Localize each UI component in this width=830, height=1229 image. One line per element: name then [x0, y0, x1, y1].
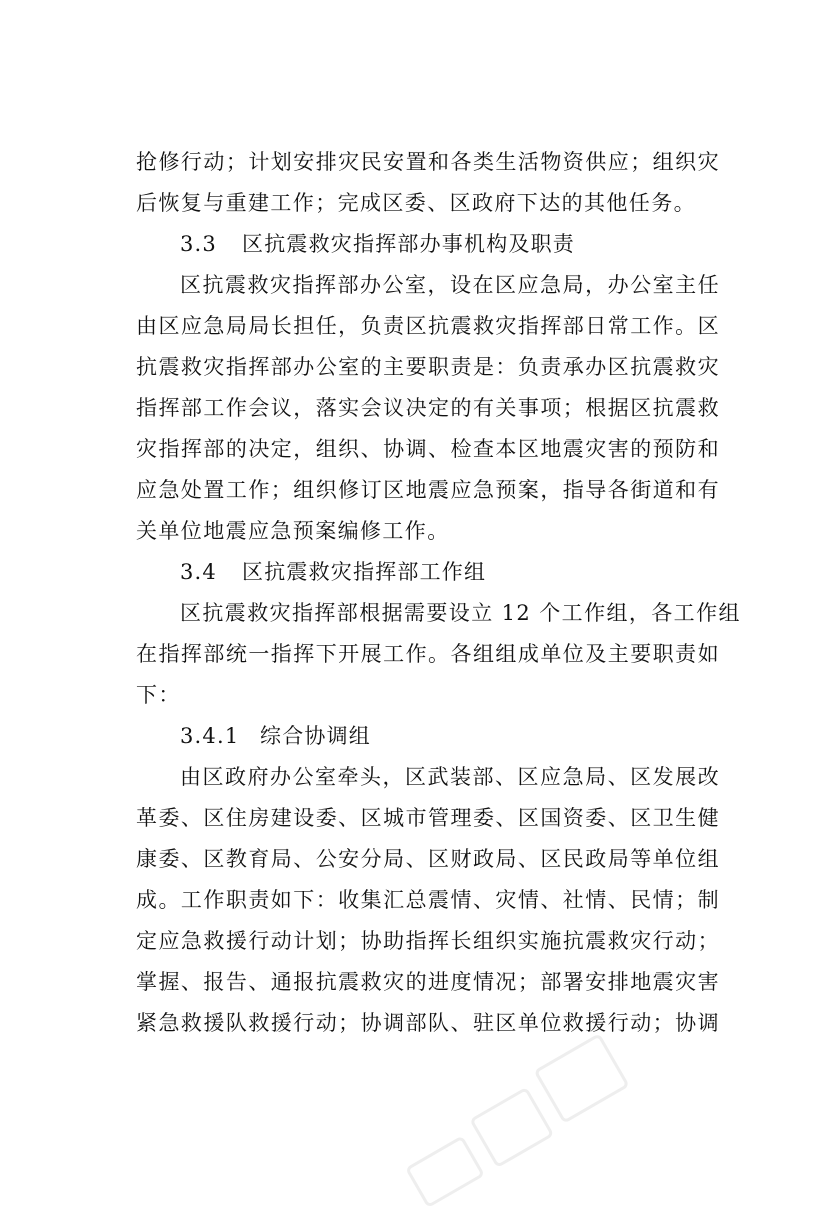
text-line: 应急处置工作；组织修订区地震应急预案，指导各街道和有 — [136, 478, 720, 502]
watermark-shape — [533, 1033, 629, 1124]
section-number: 3.4 — [180, 560, 217, 584]
section-heading-3-4-1 — [136, 716, 720, 757]
text-line: 康委、区教育局、公安分局、区财政局、区民政局等单位组 — [136, 847, 720, 871]
text-line: 指挥部工作会议，落实会议决定的有关事项；根据区抗震救 — [136, 396, 720, 420]
watermark-shape — [405, 1135, 485, 1208]
section-title: 综合协调组 — [260, 724, 371, 748]
text-line: 关单位地震应急预案编修工作。 — [136, 519, 450, 543]
text-line: 定应急救援行动计划；协助指挥长组织实施抗震救灾行动； — [136, 929, 720, 953]
text-line: 紧急救援队救援行动；协调部队、驻区单位救援行动；协调 — [136, 1011, 720, 1035]
section-number: 3.4.1 — [180, 724, 240, 748]
watermark — [395, 1021, 665, 1229]
text-line: 由区应急局局长担任，负责区抗震救灾指挥部日常工作。区 — [136, 314, 720, 338]
text-line: 抗震救灾指挥部办公室的主要职责是：负责承办区抗震救灾 — [136, 355, 720, 379]
text-line: 下： — [136, 683, 181, 707]
section-number: 3.3 — [180, 232, 217, 256]
text-line: 革委、区住房建设委、区城市管理委、区国资委、区卫生健 — [136, 806, 720, 830]
text-line: 在指挥部统一指挥下开展工作。各组组成单位及主要职责如 — [136, 642, 720, 666]
document-body — [136, 142, 741, 1044]
section-title: 区抗震救灾指挥部工作组 — [242, 560, 487, 584]
section-heading-3-4 — [136, 552, 720, 593]
section-title: 区抗震救灾指挥部办事机构及职责 — [242, 232, 575, 256]
text-line: 成。工作职责如下：收集汇总震情、灾情、社情、民情；制 — [136, 888, 720, 912]
text-line: 区抗震救灾指挥部根据需要设立 12 个工作组，各工作组 — [180, 601, 741, 625]
text-line: 掌握、报告、通报抗震救灾的进度情况；部署安排地震灾害 — [136, 970, 720, 994]
text-line: 后恢复与重建工作；完成区委、区政府下达的其他任务。 — [136, 191, 696, 215]
section-heading-3-3 — [136, 224, 720, 265]
text-line: 抢修行动；计划安排灾民安置和各类生活物资供应；组织灾 — [136, 150, 720, 174]
watermark-shape — [469, 1087, 554, 1168]
text-line: 灾指挥部的决定，组织、协调、检查本区地震灾害的预防和 — [136, 437, 720, 461]
text-line: 由区政府办公室牵头，区武装部、区应急局、区发展改 — [180, 765, 720, 789]
text-line: 区抗震救灾指挥部办公室，设在区应急局，办公室主任 — [180, 273, 720, 297]
